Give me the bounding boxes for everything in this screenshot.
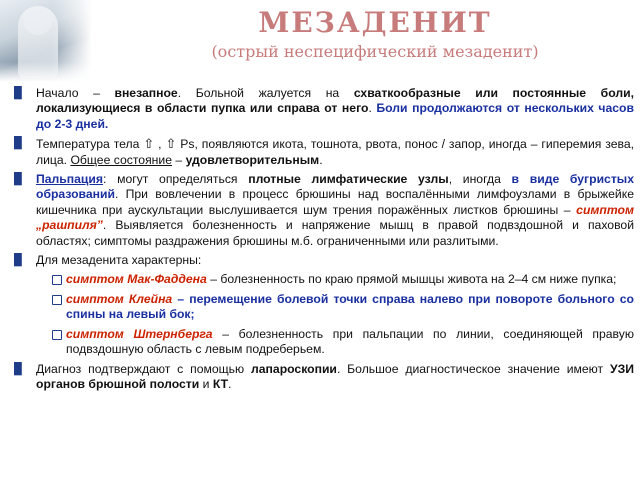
page-title: МЕЗАДЕНИТ xyxy=(258,6,492,39)
arrow-up-icon: ⇧ xyxy=(143,136,155,152)
bullet-icon: █ xyxy=(14,173,22,186)
content-body xyxy=(8,86,634,396)
checkbox-bullet-icon xyxy=(52,295,62,305)
paragraph-palpation: █ Пальпация: могут определяться плотные лимфатические узлы, иногда в виде бугристых образований. При вовлечении в процесс брюшины над воспалёнными лимфоузлами в брыжейке кишечника при аускультации выслушивается шум трения поражённых листков брюшины – симптом „рашпиля”. Выявляется болезненность и напряжение мышц в правой подвздошной и паховой областях; симптомы раздражения брюшины м.б. ограниченными или разлитыми. xyxy=(14,172,634,248)
checkbox-bullet-icon xyxy=(52,275,62,285)
paragraph-onset: █ Начало – внезапное. Больной жалуется на схваткообразные или постоянные боли, локализующиеся в области пупка или справа от него. Боли продолжаются от нескольких часов до 2-3 дней. xyxy=(14,86,634,131)
symptom-mcfadden: симптом Мак-Фаддена – болезненность по краю прямой мышцы живота на 2–4 см ниже пупка; xyxy=(8,272,634,287)
bullet-icon: █ xyxy=(14,254,22,267)
bullet-icon: █ xyxy=(14,362,22,375)
photo-fade-bottom xyxy=(0,62,92,82)
bullet-icon: █ xyxy=(14,137,22,150)
paragraph-temperature: █ Температура тела ⇧ , ⇧ Ps, появляются икота, тошнота, рвота, понос / запор, иногда – гиперемия зева, лица. Общее состояние – удовлетворительным. xyxy=(14,136,634,167)
page-subtitle: (острый неспецифический мезаденит) xyxy=(211,42,539,61)
checkbox-bullet-icon xyxy=(52,330,62,340)
arrow-up-icon: ⇧ xyxy=(165,136,177,152)
bullet-icon: █ xyxy=(14,87,22,99)
paragraph-diagnosis: █ Диагноз подтверждают с помощью лапароскопии. Большое диагностическое значение имеют УЗИ органов брюшной полости и КТ. xyxy=(14,361,634,391)
symptom-klein: симптом Клейна – перемещение болевой точки справа налево при повороте больного со спины на левый бок; xyxy=(8,292,634,323)
symptom-sternberg: симптом Штернберга – болезненность при пальпации по линии, соединяющей правую подвздошную область с левым подреберьем. xyxy=(8,327,634,358)
paragraph-characteristic: █ Для мезаденита характерны: xyxy=(14,253,202,268)
header-photo xyxy=(0,0,92,82)
